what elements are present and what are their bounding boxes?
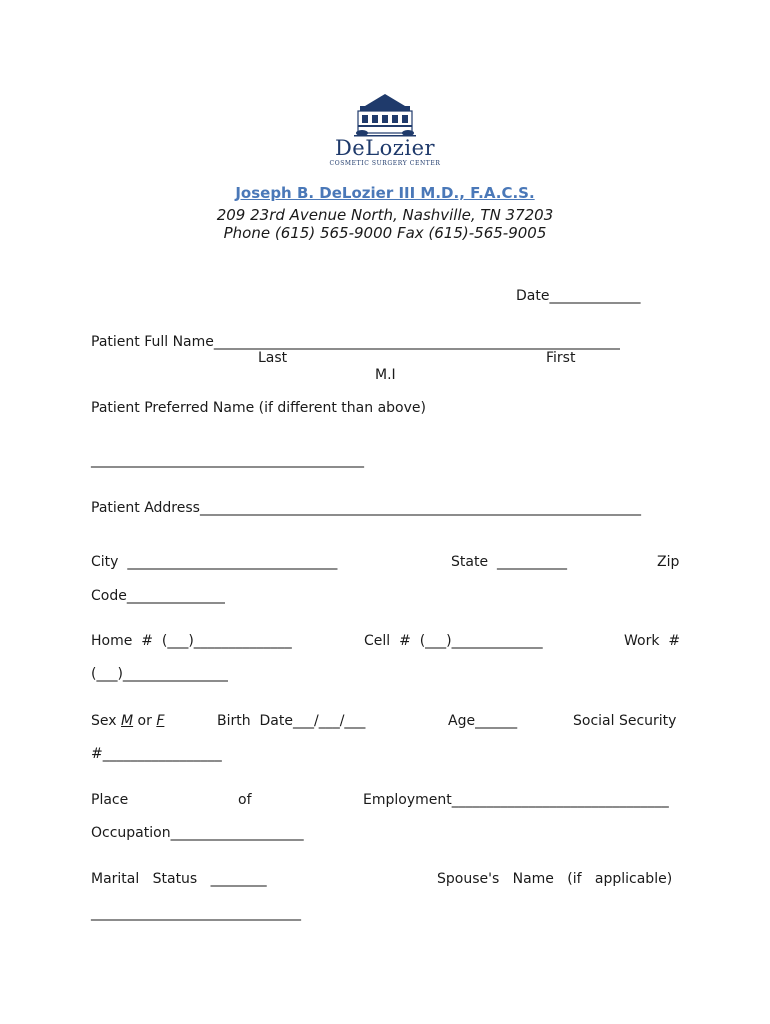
sex-or-text: or	[133, 713, 157, 729]
age-field[interactable]: Age______	[448, 713, 518, 729]
practice-phone-fax: Phone (615) 565-9000 Fax (615)-565-9005	[223, 224, 547, 242]
middle-initial-label: M.I	[375, 367, 396, 383]
place-label: Place	[91, 792, 129, 808]
practice-address: 209 23rd Avenue North, Nashville, TN 37203	[216, 206, 554, 224]
sex-option-m[interactable]: M	[121, 713, 134, 729]
logo-tagline: COSMETIC SURGERY CENTER	[329, 160, 441, 167]
spouse-name-field[interactable]: ______________________________	[91, 905, 301, 921]
social-security-label: Social Security	[573, 713, 677, 729]
home-phone-field[interactable]: Home # (___)______________	[91, 633, 292, 649]
work-phone-label: Work #	[624, 633, 681, 649]
state-field[interactable]: State __________	[451, 554, 567, 570]
occupation-field[interactable]: Occupation___________________	[91, 825, 304, 841]
date-field[interactable]: Date_____________	[516, 288, 641, 304]
logo-brand-text: DeLozier	[334, 136, 436, 160]
marital-status-field[interactable]: Marital Status ________	[91, 871, 267, 887]
spouse-name-label: Spouse's Name (if applicable)	[437, 871, 673, 887]
patient-full-name-field[interactable]: Patient Full Name__________________________________________________________	[91, 334, 620, 350]
delozier-logo	[320, 92, 450, 168]
employment-field[interactable]: Employment_______________________________	[363, 792, 669, 808]
preferred-name-field[interactable]: _______________________________________	[91, 452, 364, 468]
cell-phone-field[interactable]: Cell # (___)_____________	[364, 633, 543, 649]
zip-code-field[interactable]: Code______________	[91, 588, 225, 604]
birth-date-field[interactable]: Birth Date___/___/___	[217, 713, 366, 729]
social-security-field[interactable]: #_________________	[91, 746, 222, 762]
sex-option-f[interactable]: F	[156, 713, 165, 729]
of-label: of	[238, 792, 252, 808]
zip-label: Zip	[657, 554, 680, 570]
last-name-label: Last	[258, 350, 288, 366]
patient-address-field[interactable]: Patient Address_______________________________________________________________	[91, 500, 641, 516]
doctor-name-link[interactable]: Joseph B. DeLozier III M.D., F.A.C.S.	[235, 184, 535, 202]
sex-field[interactable]	[91, 713, 164, 729]
city-field[interactable]: City ______________________________	[91, 554, 338, 570]
sex-label: Sex	[91, 713, 121, 729]
first-name-label: First	[546, 350, 576, 366]
preferred-name-label: Patient Preferred Name (if different than above)	[91, 400, 426, 416]
work-phone-field[interactable]: (___)_______________	[91, 666, 228, 682]
